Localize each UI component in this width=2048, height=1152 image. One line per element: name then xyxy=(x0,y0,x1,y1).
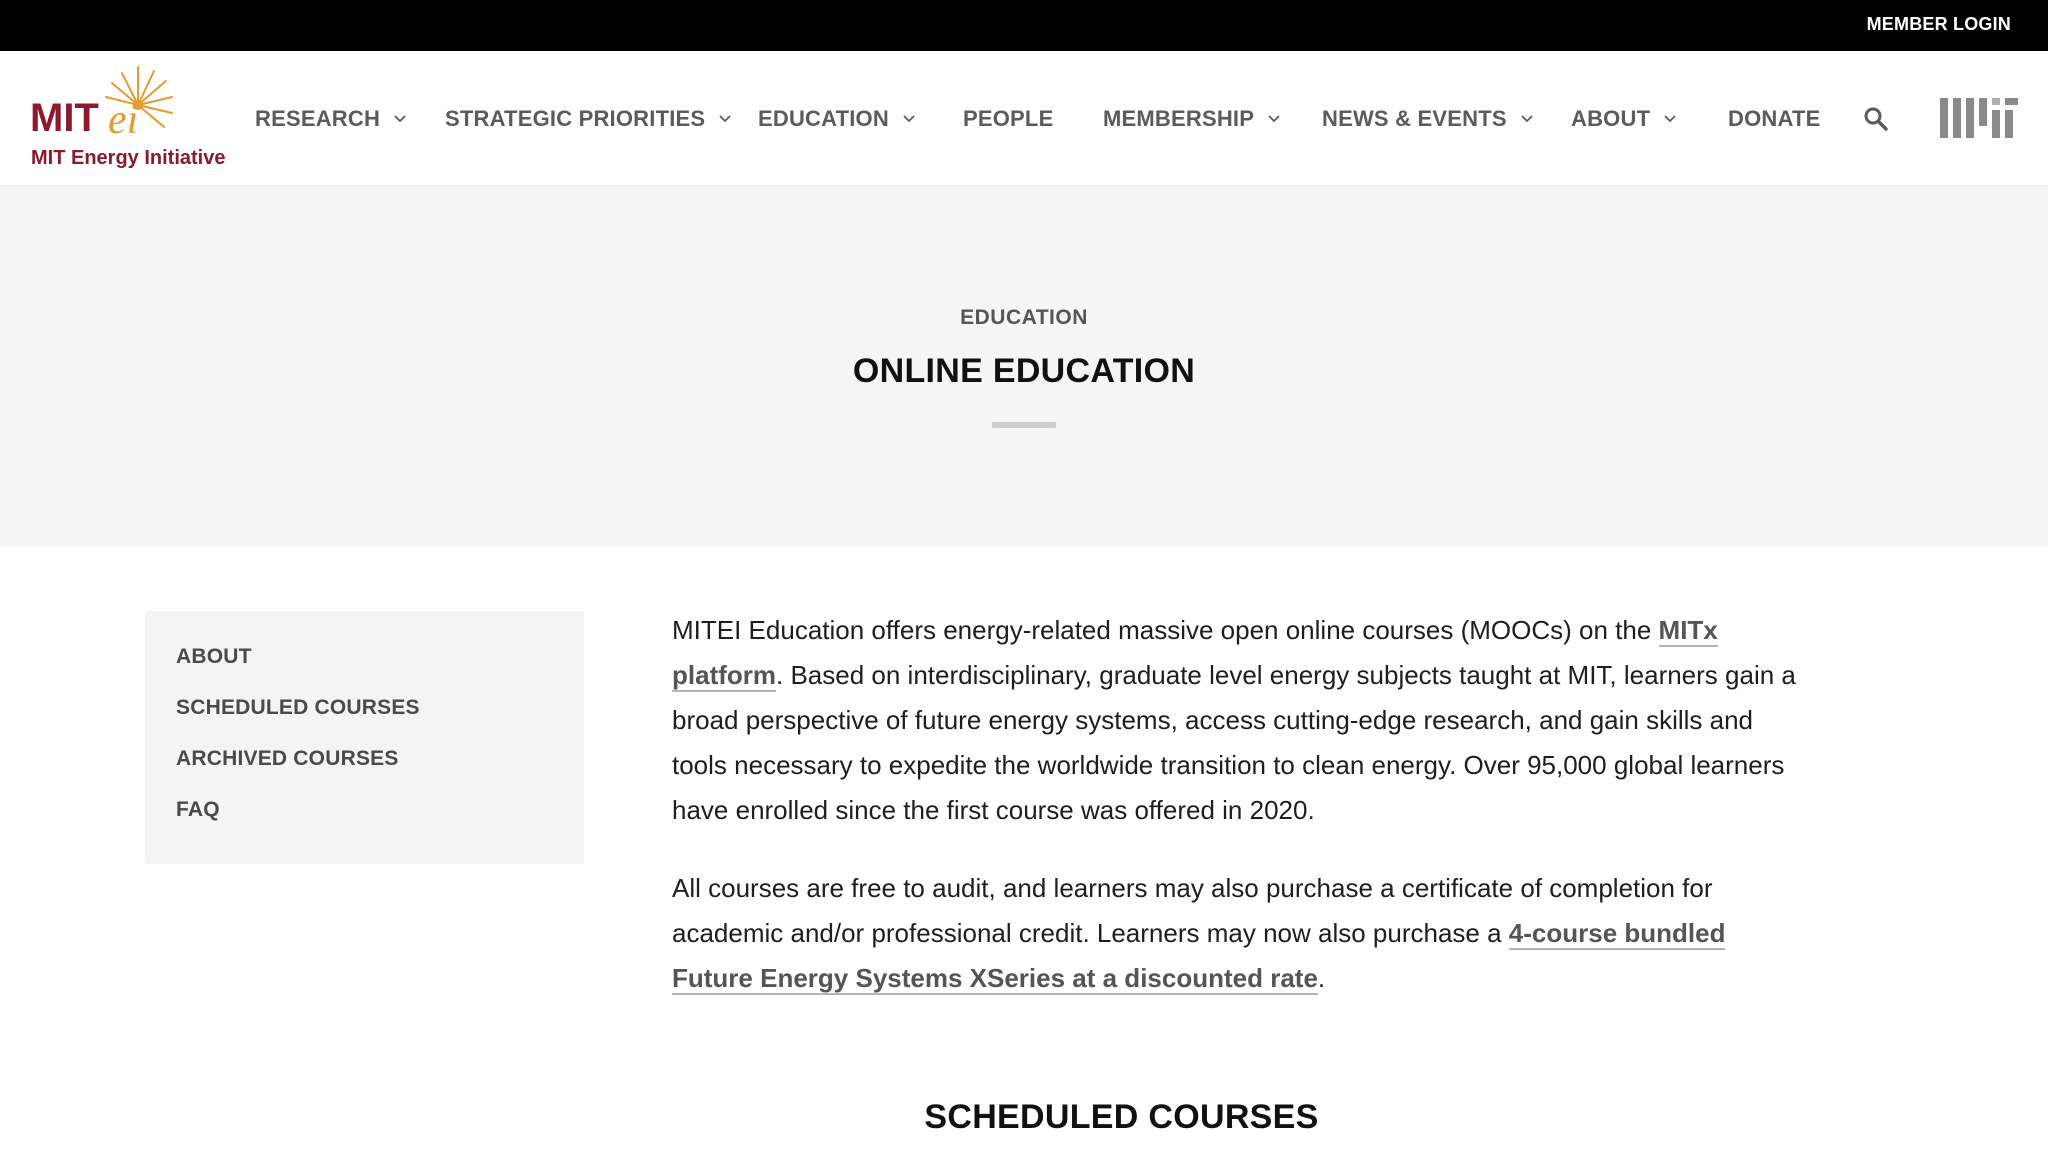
xseries-bundle-link[interactable]: 4-course bundled Future Energy Systems XSeries at a discounted rate xyxy=(672,918,1726,993)
nav-donate[interactable] xyxy=(1728,51,1820,186)
section-sidenav xyxy=(145,611,584,864)
nav-people[interactable] xyxy=(963,51,1053,186)
member-login-link[interactable]: MEMBER LOGIN xyxy=(1866,14,2011,34)
sidenav-archived-courses[interactable]: ARCHIVED COURSES xyxy=(176,747,399,770)
nav-label: NEWS & EVENTS xyxy=(1322,105,1507,131)
text-run: All courses are free to audit, and learners may also purchase a certificate of completion for academic and/or professional credit. Learners may now also purchase a xyxy=(672,873,1713,948)
nav-strategic-priorities[interactable] xyxy=(445,51,731,186)
nav-label: DONATE xyxy=(1728,105,1821,131)
main-nav xyxy=(0,51,2048,186)
nav-about[interactable] xyxy=(1571,51,1676,186)
main-content xyxy=(672,608,1812,1034)
text-run: . xyxy=(1317,963,1326,993)
sidenav-scheduled-courses[interactable]: SCHEDULED COURSES xyxy=(176,696,420,719)
chevron-down-icon xyxy=(903,115,915,123)
nav-label: STRATEGIC PRIORITIES xyxy=(445,105,706,131)
nav-research[interactable] xyxy=(255,51,406,186)
chevron-down-icon xyxy=(719,115,731,123)
mit-logo-icon[interactable] xyxy=(1940,98,2018,138)
svg-text:MIT: MIT xyxy=(30,96,99,140)
sidenav-about[interactable]: ABOUT xyxy=(176,645,252,668)
scheduled-courses-heading: SCHEDULED COURSES xyxy=(924,1098,1319,1136)
utility-bar xyxy=(0,0,2048,51)
text-run: . Based on interdisciplinary, graduate level energy subjects taught at MIT, learners gain a broad perspective of future energy systems, access cutting-edge research, and gain skills and tools necessary to expedite the worldwide transition to clean energy. Over 95,000 global learners have enrolled since the first course was offered in 2020. xyxy=(672,660,1796,825)
chevron-down-icon xyxy=(1664,115,1676,123)
chevron-down-icon xyxy=(1268,115,1280,123)
site-header xyxy=(0,51,2048,186)
nav-label: MEMBERSHIP xyxy=(1103,105,1255,131)
nav-education[interactable] xyxy=(758,51,915,186)
chevron-down-icon xyxy=(1521,115,1533,123)
title-divider xyxy=(992,422,1056,428)
nav-label: ABOUT xyxy=(1571,105,1651,131)
sidenav-faq[interactable]: FAQ xyxy=(176,798,220,821)
nav-label: EDUCATION xyxy=(758,105,889,131)
nav-label: PEOPLE xyxy=(963,105,1054,131)
mitx-platform-link[interactable]: MITx platform xyxy=(672,615,1718,690)
nav-membership[interactable] xyxy=(1103,51,1280,186)
chevron-down-icon xyxy=(394,115,406,123)
text-run: MITEI Education offers energy-related massive open online courses (MOOCs) on the xyxy=(672,615,1659,645)
logo-subtitle: MIT Energy Initiative xyxy=(31,147,226,169)
audit-paragraph xyxy=(672,866,1812,1001)
breadcrumb-eyebrow: EDUCATION xyxy=(960,306,1088,329)
intro-paragraph xyxy=(672,608,1812,833)
page-title: ONLINE EDUCATION xyxy=(852,352,1196,390)
nav-label: RESEARCH xyxy=(255,105,381,131)
svg-text:ei: ei xyxy=(108,97,139,143)
nav-news-events[interactable] xyxy=(1322,51,1533,186)
page-hero xyxy=(0,186,2048,547)
search-icon[interactable] xyxy=(1862,105,1890,133)
